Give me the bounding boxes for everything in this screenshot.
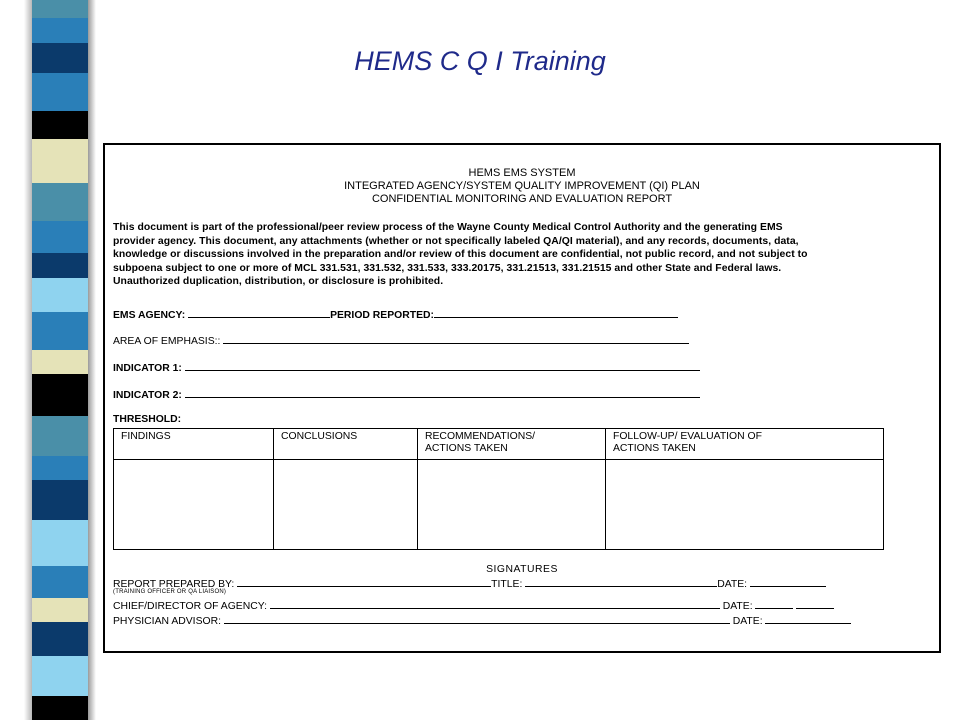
indicator-2-field[interactable]: [185, 388, 700, 398]
follow-up-header: [606, 429, 884, 460]
disclaimer-line: Unauthorized duplication, distribution, or disclosure is prohibited.: [113, 276, 444, 288]
title-field[interactable]: [525, 577, 717, 587]
ems-agency-row: [113, 308, 678, 321]
ems-agency-field[interactable]: [188, 308, 330, 318]
slide-title-text: HEMS C Q I Training: [354, 46, 606, 76]
indicator-2-row: [113, 388, 700, 401]
recommendations-cell[interactable]: [418, 460, 606, 550]
stripe-segment: [32, 520, 88, 566]
prepared-by-label: REPORT PREPARED BY:: [113, 579, 235, 590]
disclaimer-line: knowledge or discussions involved in the preparation and/or review of this document are confidential, not public record, and not subject to: [113, 249, 808, 261]
stripe-segment: [32, 598, 88, 622]
stripe-segment: [32, 312, 88, 350]
stripe-segment: [32, 350, 88, 374]
stripe-segment: [32, 374, 88, 416]
chief-director-field[interactable]: [270, 599, 720, 609]
prepared-by-note: (TRAINING OFFICER OR QA LIAISON): [113, 589, 227, 595]
indicator-2-label: INDICATOR 2:: [113, 390, 182, 401]
table-header-row: [114, 429, 884, 460]
follow-up-header-line-1: FOLLOW-UP/ EVALUATION OF: [613, 431, 762, 442]
stripe-segment: [32, 696, 88, 720]
confidentiality-disclaimer: [113, 221, 933, 289]
stripe-segment: [32, 622, 88, 656]
physician-advisor-row: [113, 614, 851, 627]
area-of-emphasis-label: AREA OF EMPHASIS::: [113, 336, 221, 347]
stripe-segment: [32, 416, 88, 456]
stripe-segment: [32, 253, 88, 278]
recommendations-header-line-2: ACTIONS TAKEN: [425, 443, 508, 454]
form-header-line-3: CONFIDENTIAL MONITORING AND EVALUATION REPORT: [371, 193, 673, 205]
date-label: DATE:: [732, 616, 763, 627]
title-label: TITLE:: [491, 579, 523, 590]
date-label: DATE:: [722, 601, 753, 612]
recommendations-header-line-1: RECOMMENDATIONS/: [425, 431, 536, 442]
prepared-by-field[interactable]: [237, 577, 491, 587]
chief-director-row: [113, 599, 834, 612]
stripe-segment: [32, 0, 88, 18]
indicator-1-field[interactable]: [185, 361, 700, 371]
stripe-segment: [32, 566, 88, 598]
stripe-segment: [32, 456, 88, 480]
stripe-segment: [32, 111, 88, 139]
prepared-date-field[interactable]: [750, 577, 826, 587]
chief-date-field-a[interactable]: [755, 599, 793, 609]
physician-advisor-field[interactable]: [224, 614, 730, 624]
period-reported-label: PERIOD REPORTED:: [330, 310, 434, 321]
area-of-emphasis-row: [113, 334, 689, 347]
threshold-row: [113, 414, 181, 425]
findings-header: [114, 429, 274, 460]
area-of-emphasis-field[interactable]: [223, 334, 689, 344]
disclaimer-line: subpoena subject to one or more of MCL 331.531, 331.532, 331.533, 333.20175, 331.21513, 331.21515 and other State and Federal laws.: [113, 262, 782, 274]
findings-header-text: FINDINGS: [121, 431, 171, 442]
chief-date-field-b[interactable]: [796, 599, 834, 609]
form-header-line-1: HEMS EMS SYSTEM: [468, 167, 576, 179]
qi-report-form: [103, 143, 941, 653]
form-header-line-2: INTEGRATED AGENCY/SYSTEM QUALITY IMPROVEMENT (QI) PLAN: [344, 180, 700, 192]
decorative-stripe-bar: [32, 0, 88, 720]
stripe-segment: [32, 278, 88, 312]
ems-agency-label: EMS AGENCY:: [113, 310, 186, 321]
slide-title: [0, 46, 960, 77]
chief-director-label: CHIEF/DIRECTOR OF AGENCY:: [113, 601, 267, 612]
period-reported-field[interactable]: [434, 308, 678, 318]
disclaimer-line: provider agency. This document, any attachments (whether or not specifically labeled QA/QI material), and any records, documents, data,: [113, 235, 799, 247]
disclaimer-line: This document is part of the professional/peer review process of the Wayne County Medical Control Authority and the generating EMS: [113, 222, 783, 233]
signatures-heading: SIGNATURES: [486, 564, 558, 575]
follow-up-cell[interactable]: [606, 460, 884, 550]
threshold-label: THRESHOLD:: [113, 414, 182, 425]
stripe-segment: [32, 18, 88, 43]
conclusions-cell[interactable]: [274, 460, 418, 550]
stripe-segment: [32, 73, 88, 111]
stripe-shadow-left: [24, 0, 32, 720]
physician-date-field[interactable]: [765, 614, 851, 624]
stripe-segment: [32, 183, 88, 221]
table-row: [114, 460, 884, 550]
follow-up-header-line-2: ACTIONS TAKEN: [613, 443, 696, 454]
stripe-segment: [32, 139, 88, 183]
recommendations-header: [418, 429, 606, 460]
stripe-shadow-right: [88, 0, 96, 720]
conclusions-header: [274, 429, 418, 460]
findings-cell[interactable]: [114, 460, 274, 550]
stripe-segment: [32, 480, 88, 520]
findings-table: [113, 428, 884, 550]
indicator-1-row: [113, 361, 700, 374]
physician-advisor-label: PHYSICIAN ADVISOR:: [113, 616, 221, 627]
stripe-segment: [32, 221, 88, 253]
indicator-1-label: INDICATOR 1:: [113, 363, 182, 374]
date-label: DATE:: [717, 579, 748, 590]
conclusions-header-text: CONCLUSIONS: [281, 431, 358, 442]
stripe-segment: [32, 656, 88, 696]
